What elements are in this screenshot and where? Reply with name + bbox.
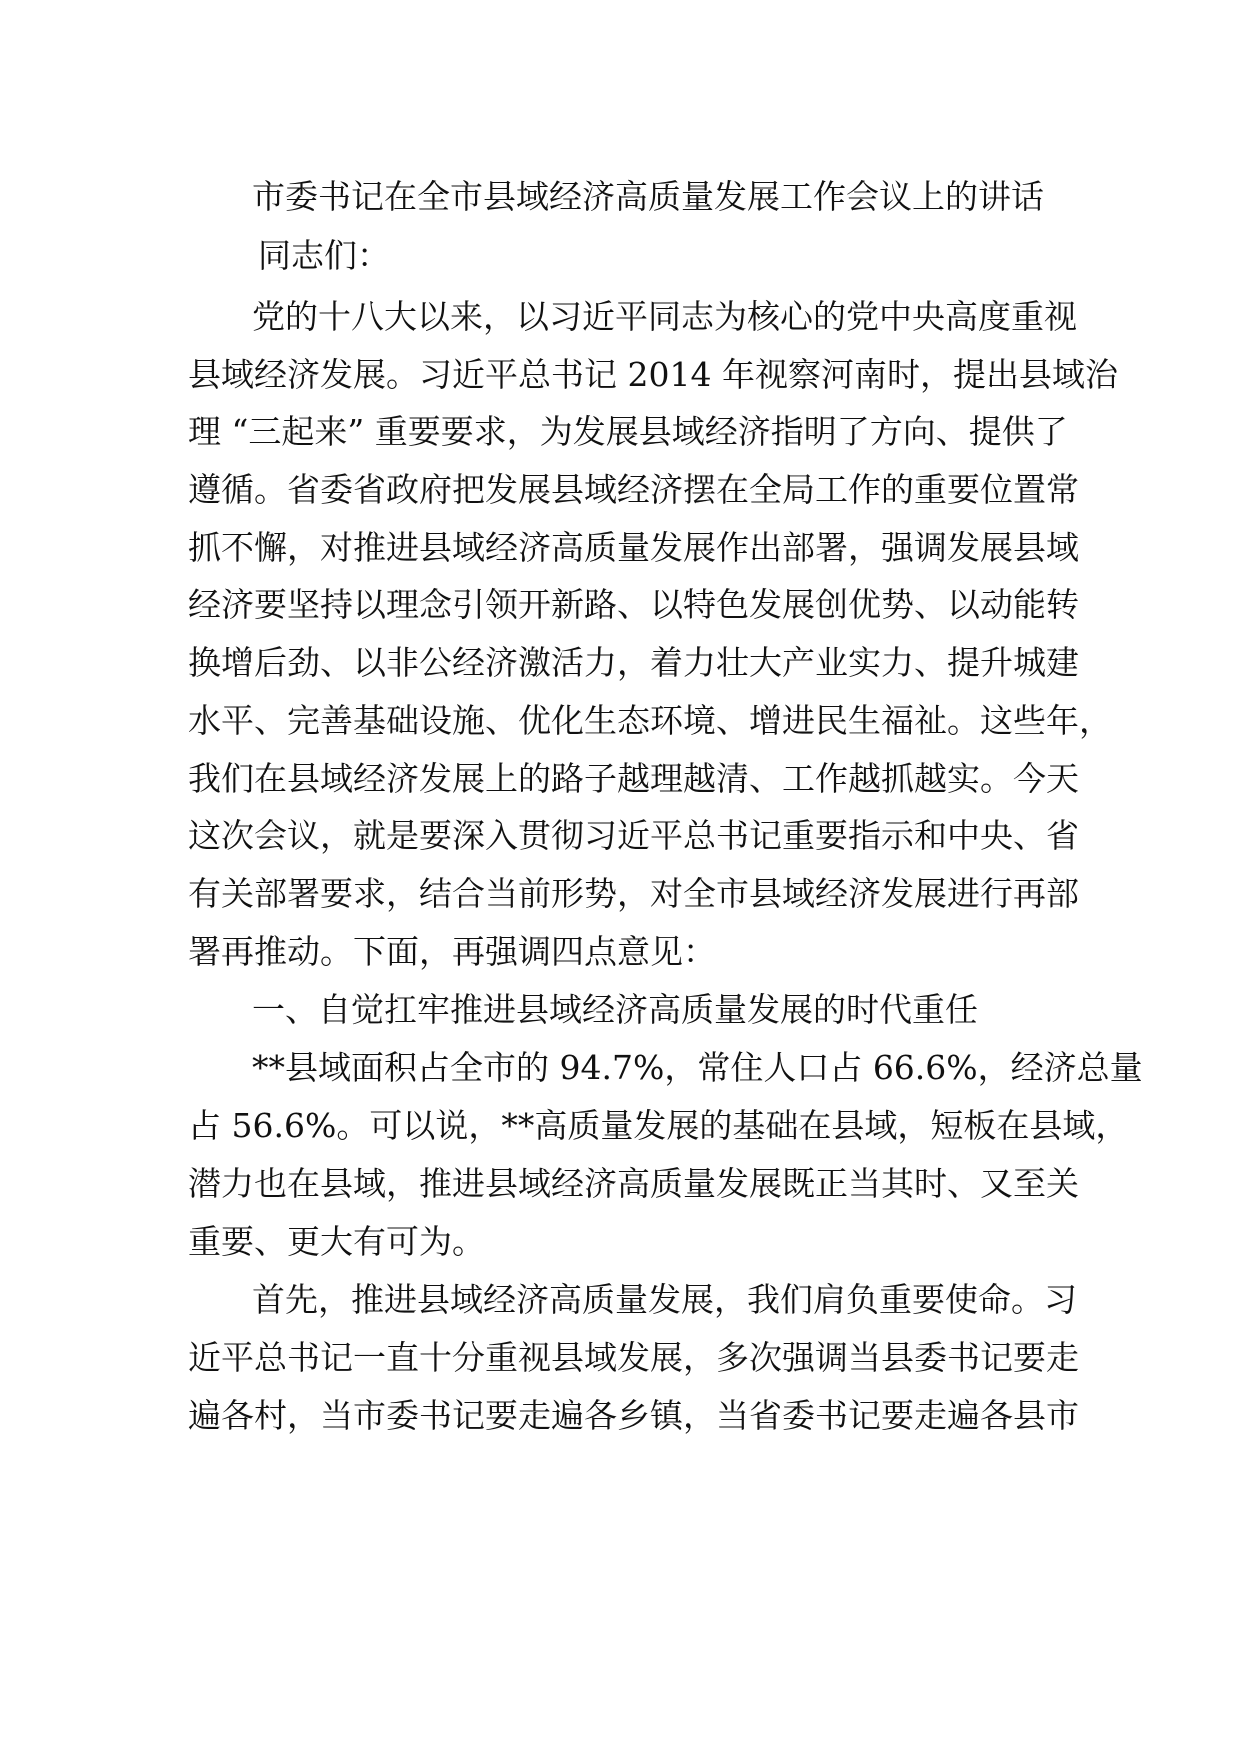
paragraph-line: 换增后劲、以非公经济激活力，着力壮大产业实力、提升城建: [188, 643, 1079, 682]
greeting: 同志们：: [258, 236, 390, 275]
paragraph-line: 经济要坚持以理念引领开新路、以特色发展创优势、以动能转: [188, 585, 1079, 624]
paragraph-line: 署再推动。下面，再强调四点意见：: [188, 932, 716, 971]
paragraph-line: 遍各村，当市委书记要走遍各乡镇，当省委书记要走遍各县市: [188, 1396, 1079, 1435]
paragraph-line: 抓不懈，对推进县域经济高质量发展作出部署，强调发展县域: [188, 528, 1079, 567]
paragraph-line: 潜力也在县域，推进县域经济高质量发展既正当其时、又至关: [188, 1164, 1079, 1203]
paragraph-line: 近平总书记一直十分重视县域发展，多次强调当县委书记要走: [188, 1338, 1079, 1377]
paragraph-line: 占 56.6%。可以说，**高质量发展的基础在县域，短板在县域，: [188, 1106, 1129, 1145]
paragraph-line: 我们在县域经济发展上的路子越理越清、工作越抓越实。今天: [188, 759, 1079, 798]
paragraph-line: 这次会议，就是要深入贯彻习近平总书记重要指示和中央、省: [188, 816, 1079, 855]
paragraph-line: **县域面积占全市的 94.7%，常住人口占 66.6%，经济总量: [252, 1048, 1143, 1087]
document-title: 市委书记在全市县域经济高质量发展工作会议上的讲话: [252, 177, 1044, 216]
paragraph-line: 县域经济发展。习近平总书记 2014 年视察河南时，提出县域治: [188, 355, 1118, 394]
paragraph-line: 理 “三起来” 重要要求，为发展县域经济指明了方向、提供了: [188, 412, 1068, 451]
paragraph-line: 党的十八大以来，以习近平同志为核心的党中央高度重视: [252, 297, 1077, 336]
paragraph-line: 首先，推进县域经济高质量发展，我们肩负重要使命。习: [252, 1280, 1077, 1319]
section-heading: 一、自觉扛牢推进县域经济高质量发展的时代重任: [252, 990, 978, 1029]
paragraph-line: 遵循。省委省政府把发展县域经济摆在全局工作的重要位置常: [188, 470, 1079, 509]
paragraph-line: 重要、更大有可为。: [188, 1222, 485, 1261]
paragraph-line: 水平、完善基础设施、优化生态环境、增进民生福祉。这些年，: [188, 701, 1112, 740]
paragraph-line: 有关部署要求，结合当前形势，对全市县域经济发展进行再部: [188, 874, 1079, 913]
